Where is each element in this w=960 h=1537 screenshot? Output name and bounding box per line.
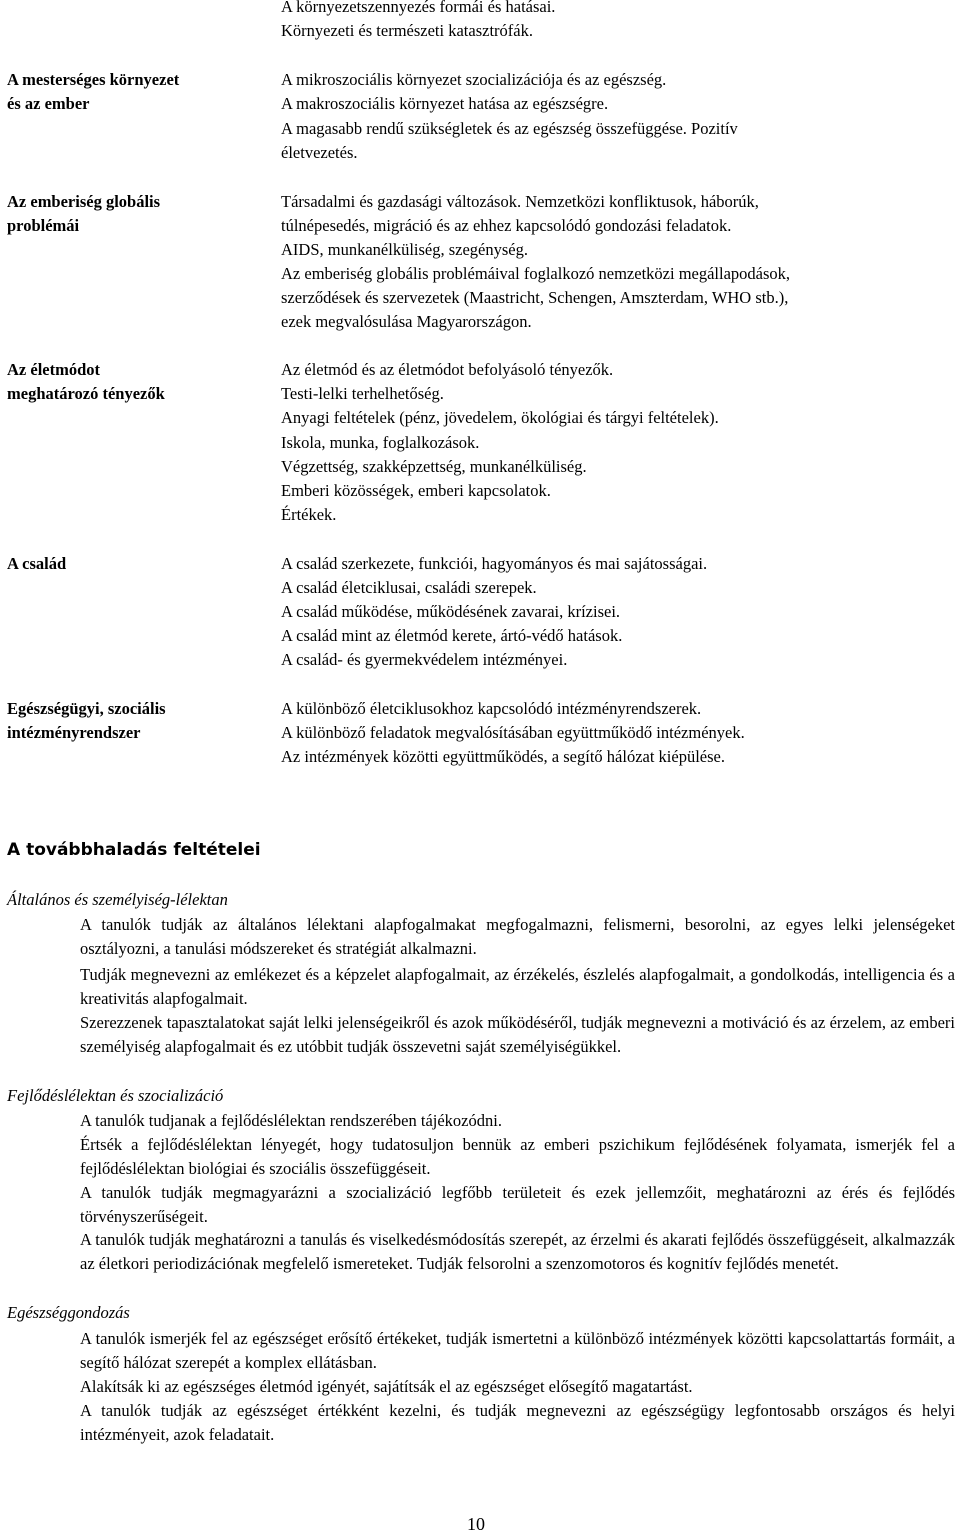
- topic-label-line: Egészségügyi, szociális: [7, 699, 166, 718]
- topic-label-line: Az életmódot: [7, 360, 101, 379]
- content-line: Az emberiség globális problémáival foglalkozó nemzetközi megállapodások,: [281, 264, 791, 283]
- paragraph: Értsék a fejlődéslélektan lényegét, hogy tudatosuljon bennük az emberi pszichikum fejlődésének folyamata, ismerjék fel a fejlődéslélektan biológiai és szociális összefüggéseit.: [80, 1135, 955, 1178]
- paragraph: A tanulók tudják az általános lélektani alapfogalmakat megfogalmazni, felismerni, besorolni, az egyes lelki jelenségeket osztályozni, a tanulási módszereket és stratégiát alkalmazni.: [80, 915, 955, 958]
- section-heading: A továbbhaladás feltételei: [7, 840, 261, 860]
- content-line: A makroszociális környezet hatása az egészségre.: [281, 94, 609, 113]
- paragraph: Alakítsák ki az egészséges életmód igényét, sajátítsák el az egészséget elősegítő magatartást.: [80, 1377, 693, 1396]
- paragraph: Tudják megnevezni az emlékezet és a képzelet alapfogalmait, az érzékelés, észlelés alapfogalmait, a gondolkodás, intelligencia és a kreativitás alapfogalmait.: [80, 965, 955, 1008]
- content-line: Az életmód és az életmódot befolyásoló tényezők.: [281, 360, 614, 379]
- content-line: Környezeti és természeti katasztrófák.: [281, 21, 533, 40]
- content-line: A mikroszociális környezet szocializációja és az egészség.: [281, 70, 667, 89]
- content-line: Értékek.: [281, 505, 337, 524]
- content-line: A környezetszennyezés formái és hatásai.: [281, 0, 556, 16]
- paragraph: A tanulók tudják meghatározni a tanulás és viselkedésmódosítás szerepét, az érzelmi és akarati fejlődés összefüggéseit, alkalmazzák az életkori periodizációnak megfelelő ismereteket. Tudják felsorolni a szenzomotoros és kognitív fejlődés menetét.: [80, 1230, 955, 1273]
- paragraph: A tanulók ismerjék fel az egészséget erősítő értékeket, tudják ismertetni a különböző intézmények közötti kapcsolattartás formáit, a segítő hálózat szerepét a komplex ellátásban.: [80, 1329, 955, 1372]
- content-line: Társadalmi és gazdasági változások. Nemzetközi konfliktusok, háborúk,: [281, 192, 759, 211]
- topic-label-line: meghatározó tényezők: [7, 384, 165, 403]
- subsection-title: Általános és személyiség-lélektan: [7, 890, 228, 909]
- content-line: ezek megvalósulása Magyarországon.: [281, 312, 532, 331]
- content-line: szerződések és szervezetek (Maastricht, Schengen, Amszterdam, WHO stb.),: [281, 288, 789, 307]
- content-line: A család mint az életmód kerete, ártó-védő hatások.: [281, 626, 623, 645]
- page-number: 10: [467, 1514, 485, 1534]
- content-line: Emberi közösségek, emberi kapcsolatok.: [281, 481, 551, 500]
- content-line: AIDS, munkanélküliség, szegénység.: [281, 240, 528, 259]
- content-line: A család életciklusai, családi szerepek.: [281, 578, 537, 597]
- topic-label-line: A mesterséges környezet: [7, 70, 180, 89]
- topic-label-line: Az emberiség globális: [7, 192, 161, 211]
- subsection-title: Egészséggondozás: [7, 1303, 130, 1322]
- topic-label-line: A család: [7, 554, 67, 573]
- content-line: Anyagi feltételek (pénz, jövedelem, ökológiai és tárgyi feltételek).: [281, 408, 719, 427]
- content-line: A magasabb rendű szükségletek és az egészség összefüggése. Pozitív: [281, 119, 738, 138]
- content-line: A család szerkezete, funkciói, hagyományos és mai sajátosságai.: [281, 554, 708, 573]
- content-line: túlnépesedés, migráció és az ehhez kapcsolódó gondozási feladatok.: [281, 216, 732, 235]
- paragraph: A tanulók tudjanak a fejlődéslélektan rendszerében tájékozódni.: [80, 1111, 502, 1130]
- topic-label-line: problémái: [7, 216, 80, 235]
- subsection-title: Fejlődéslélektan és szocializáció: [7, 1086, 224, 1105]
- paragraph: A tanulók tudják az egészséget értékként kezelni, és tudják megnevezni az egészségügy legfontosabb országos és helyi intézményeit, azok feladatait.: [80, 1401, 955, 1444]
- paragraph: A tanulók tudják megmagyarázni a szocializáció legfőbb területeit és ezek jellemzőit, meghatározni az érés és fejlődés törvényszerűségeit.: [80, 1183, 955, 1226]
- content-line: életvezetés.: [281, 143, 358, 162]
- content-line: A család működése, működésének zavarai, krízisei.: [281, 602, 621, 621]
- content-line: A különböző feladatok megvalósításában együttműködő intézmények.: [281, 723, 745, 742]
- topic-label-line: és az ember: [7, 94, 90, 113]
- content-line: Végzettség, szakképzettség, munkanélküliség.: [281, 457, 587, 476]
- paragraph: Szerezzenek tapasztalatokat saját lelki jelenségeikről és azok működéséről, tudják megnevezni a motiváció és az érzelem, az emberi személyiség alapfogalmait és ez utóbbit tudják összevetni saját személyiségükkel.: [80, 1013, 955, 1056]
- topic-label-line: intézményrendszer: [7, 723, 141, 742]
- content-line: A család- és gyermekvédelem intézményei.: [281, 650, 568, 669]
- content-line: Testi-lelki terhelhetőség.: [281, 384, 444, 403]
- content-line: A különböző életciklusokhoz kapcsolódó intézményrendszerek.: [281, 699, 702, 718]
- content-line: Iskola, munka, foglalkozások.: [281, 433, 480, 452]
- content-line: Az intézmények közötti együttműködés, a segítő hálózat kiépülése.: [281, 747, 725, 766]
